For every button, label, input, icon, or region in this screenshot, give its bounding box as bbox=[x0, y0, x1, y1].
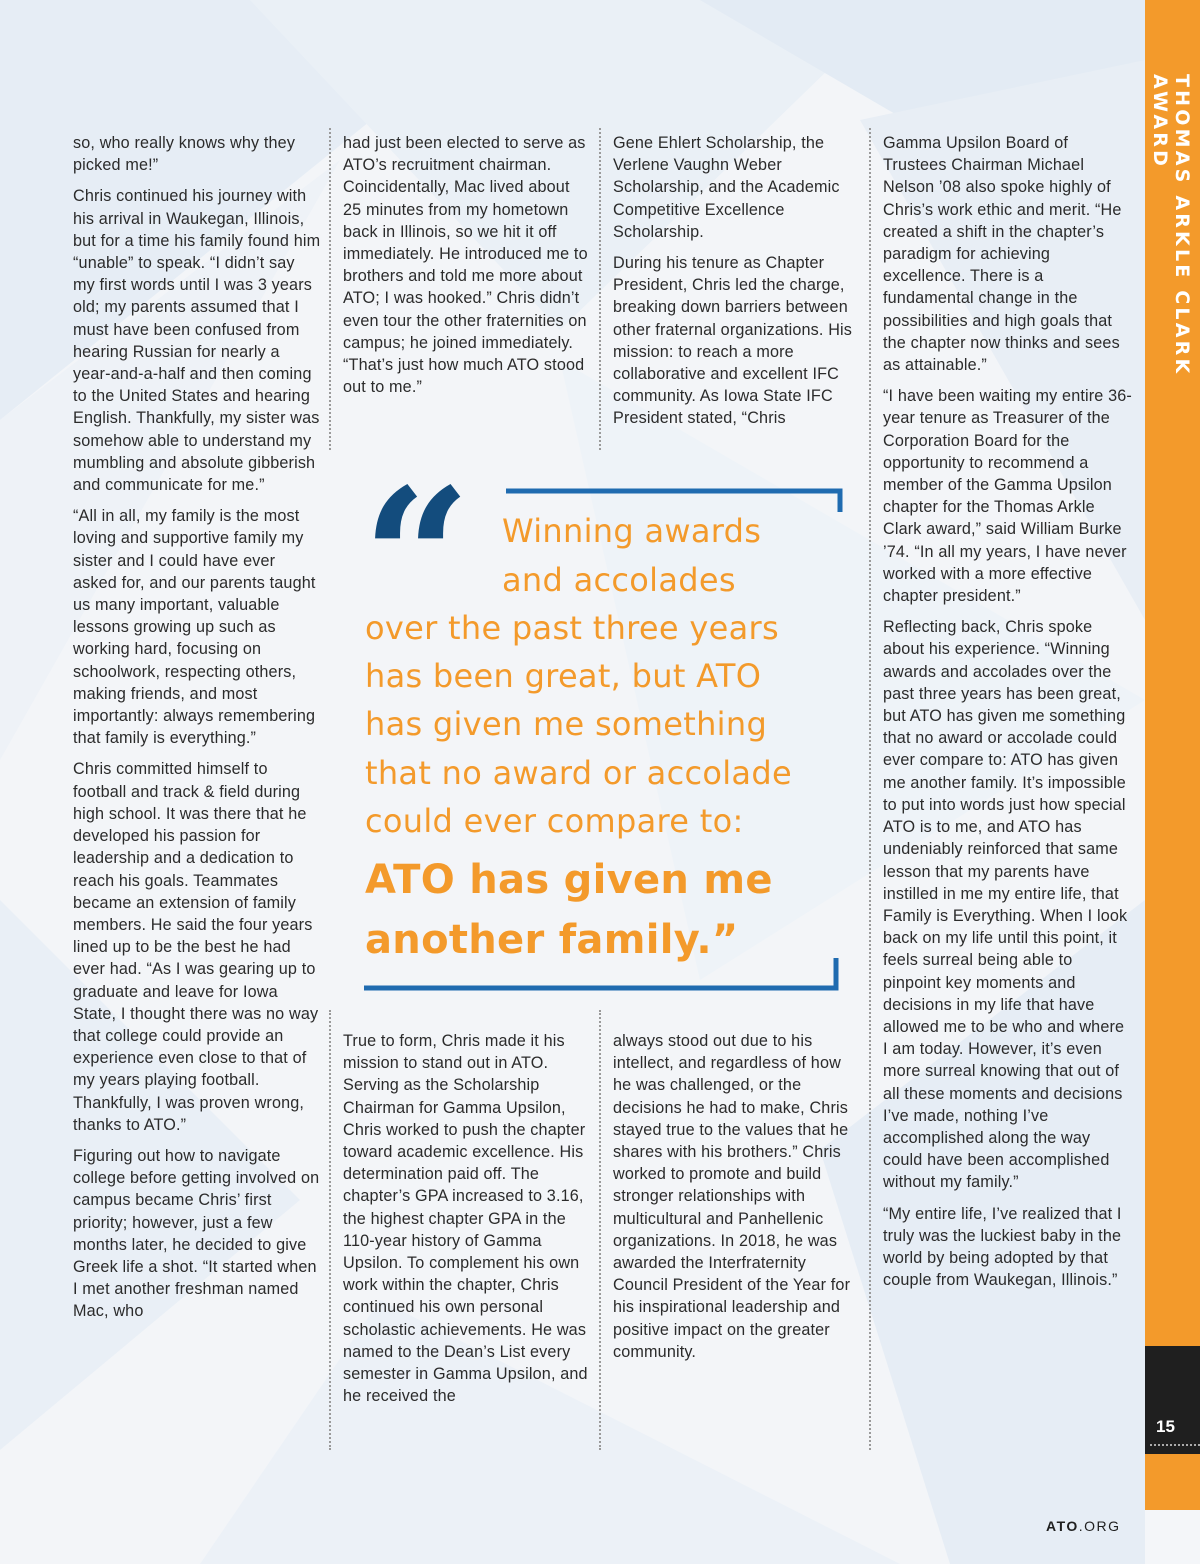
paragraph: Chris continued his journey with his arrival in Waukegan, Illinois, but for a time his family found him “unable” to speak. “I didn’t say my first words until I was 3 years old; my parents assumed that I must have been confused from hearing Russian for nearly a year-and-a-half and then coming to the United States and hearing English. Thankfully, my sister was somehow able to understand my mumbling and absolute gibberish and communicate for me.” bbox=[73, 187, 321, 495]
quote-line: Winning awards bbox=[502, 512, 762, 550]
footer-site-rest: .ORG bbox=[1078, 1518, 1121, 1534]
pull-quote bbox=[360, 447, 860, 1000]
footer-site-bold: ATO bbox=[1046, 1518, 1079, 1534]
quote-line: and accolades bbox=[502, 561, 736, 599]
paragraph: had just been elected to serve as ATO’s recruitment chairman. Coincidentally, Mac lived about 25 minutes from my hometown back in Illinois, so we hit it off immediately. He introduced me to brothers and told me more about ATO; I was hooked.” Chris didn’t even tour the other fraternities on campus; he joined immediately. “That’s just how much ATO stood out to me.” bbox=[343, 134, 588, 397]
quote-emphasis-line: another family.” bbox=[365, 917, 739, 963]
paragraph: During his tenure as Chapter President, Chris led the charge, breaking down barriers between other fraternal organizations. His mission: to reach a more collaborative and excellent IFC community. As Iowa State IFC President stated, “Chris bbox=[613, 254, 853, 428]
footer-website bbox=[1046, 1518, 1121, 1534]
page-number-box bbox=[1145, 1346, 1200, 1454]
article-column-1 bbox=[73, 132, 321, 1332]
paragraph: Gene Ehlert Scholarship, the Verlene Vaughn Weber Scholarship, and the Academic Competitive Excellence Scholarship. bbox=[613, 134, 840, 241]
paragraph: so, who really knows why they picked me!” bbox=[73, 134, 296, 175]
quote-mark-icon: “ bbox=[362, 447, 472, 670]
paragraph: True to form, Chris made it his mission to stand out in ATO. Serving as the Scholarship Chairman for Gamma Upsilon, Chris worked to push the chapter toward academic excellence. His determination paid off. The chapter’s GPA increased to 3.16, the highest chapter GPA in the 110-year history of Gamma Upsilon. To complement his own work within the chapter, Chris continued his own personal scholastic achievements. He was named to the Dean’s List every semester in Gamma Upsilon, and he received the bbox=[343, 1032, 588, 1406]
quote-line: could ever compare to: bbox=[365, 802, 744, 840]
article-column-3-bottom bbox=[613, 1030, 861, 1372]
quote-emphasis-line: ATO has given me bbox=[365, 857, 773, 903]
paragraph: Chris committed himself to football and track & field during high school. It was there that he developed his passion for leadership and a dedication to reach his goals. Teammates became an extension of family members. He said the four years lined up to be the best he had ever had. “As I was gearing up to graduate and leave for Iowa State, I thought there was no way that college could provide an experience even close to that of my years playing football. Thankfully, I was proven wrong, thanks to ATO.” bbox=[73, 760, 319, 1134]
paragraph: “All in all, my family is the most loving and supportive family my sister and I could have ever asked for, and our parents taught us many important, valuable lessons growing up such as working hard, focusing on schoolwork, respecting others, making friends, and most importantly: always remembering that family is everything.” bbox=[73, 507, 316, 748]
column-divider bbox=[329, 1010, 331, 1450]
paragraph: “My entire life, I’ve realized that I truly was the luckiest baby in the world by being adopted by that couple from Waukegan, Illinois.” bbox=[883, 1204, 1122, 1290]
column-divider bbox=[599, 1010, 601, 1450]
column-divider bbox=[599, 128, 601, 450]
page-number-divider bbox=[1150, 1444, 1200, 1446]
paragraph: Gamma Upsilon Board of Trustees Chairman Michael Nelson ’08 also spoke highly of Chris’s work ethic and merit. “He created a shift in the chapter’s paradigm for achieving excellence. There is a fundamental change in the possibilities and high goals that the chapter now thinks and sees as attainable.” bbox=[883, 134, 1122, 375]
quote-line: has been great, but ATO bbox=[365, 657, 762, 695]
column-divider bbox=[329, 128, 331, 450]
paragraph: Reflecting back, Chris spoke about his experience. “Winning awards and accolades over the past three years has been great, but ATO has given me something that no award or accolade could ever compare to: ATO has given me another family. It’s impossible to put into words just how special ATO is to me, and ATO has undeniably reinforced that same lesson that my parents have instilled in me my entire life, that Family is Everything. When I look back on my life until this point, it feels surreal being able to pinpoint key moments and decisions in my life that have allowed me to be who and where I am today. However, it’s even more surreal knowing that out of all these moments and decisions I’ve made, nothing I’ve accomplished along the way could have been accomplished without my family.” bbox=[883, 618, 1128, 1192]
paragraph: always stood out due to his intellect, and regardless of how he was challenged, or the decisions he had to make, Chris stayed true to the values that he shares with his brothers.” Chris worked to promote and build stronger relationships with multicultural and Panhellenic organizations. In 2018, he was awarded the Interfraternity Council President of the Year for his inspirational leadership and positive impact on the greater community. bbox=[613, 1032, 851, 1361]
paragraph: Figuring out how to navigate college before getting involved on campus became Chris’ first priority; however, just a few months later, he decided to give Greek life a shot. “It started when I met another freshman named Mac, who bbox=[73, 1146, 320, 1321]
section-title: THOMAS ARKLE CLARK AWARD bbox=[1149, 74, 1193, 377]
column-divider bbox=[869, 128, 871, 1450]
article-column-2-top bbox=[343, 132, 591, 407]
paragraph: “I have been waiting my entire 36-year tenure as Treasurer of the Corporation Board for the opportunity to recommend a member of the Gamma Upsilon chapter for the Thomas Arkle Clark award,” said William Burke ’74. “In all my years, I have never worked with a more effective chapter president.” bbox=[883, 387, 1132, 606]
quote-line: has given me something bbox=[365, 705, 768, 743]
article-column-4 bbox=[883, 132, 1133, 1300]
quote-line: over the past three years bbox=[365, 609, 779, 647]
quote-line: that no award or accolade bbox=[365, 754, 792, 792]
page-number: 15 bbox=[1156, 1417, 1175, 1436]
article-column-3-top bbox=[613, 132, 861, 439]
article-column-2-bottom bbox=[343, 1030, 591, 1416]
